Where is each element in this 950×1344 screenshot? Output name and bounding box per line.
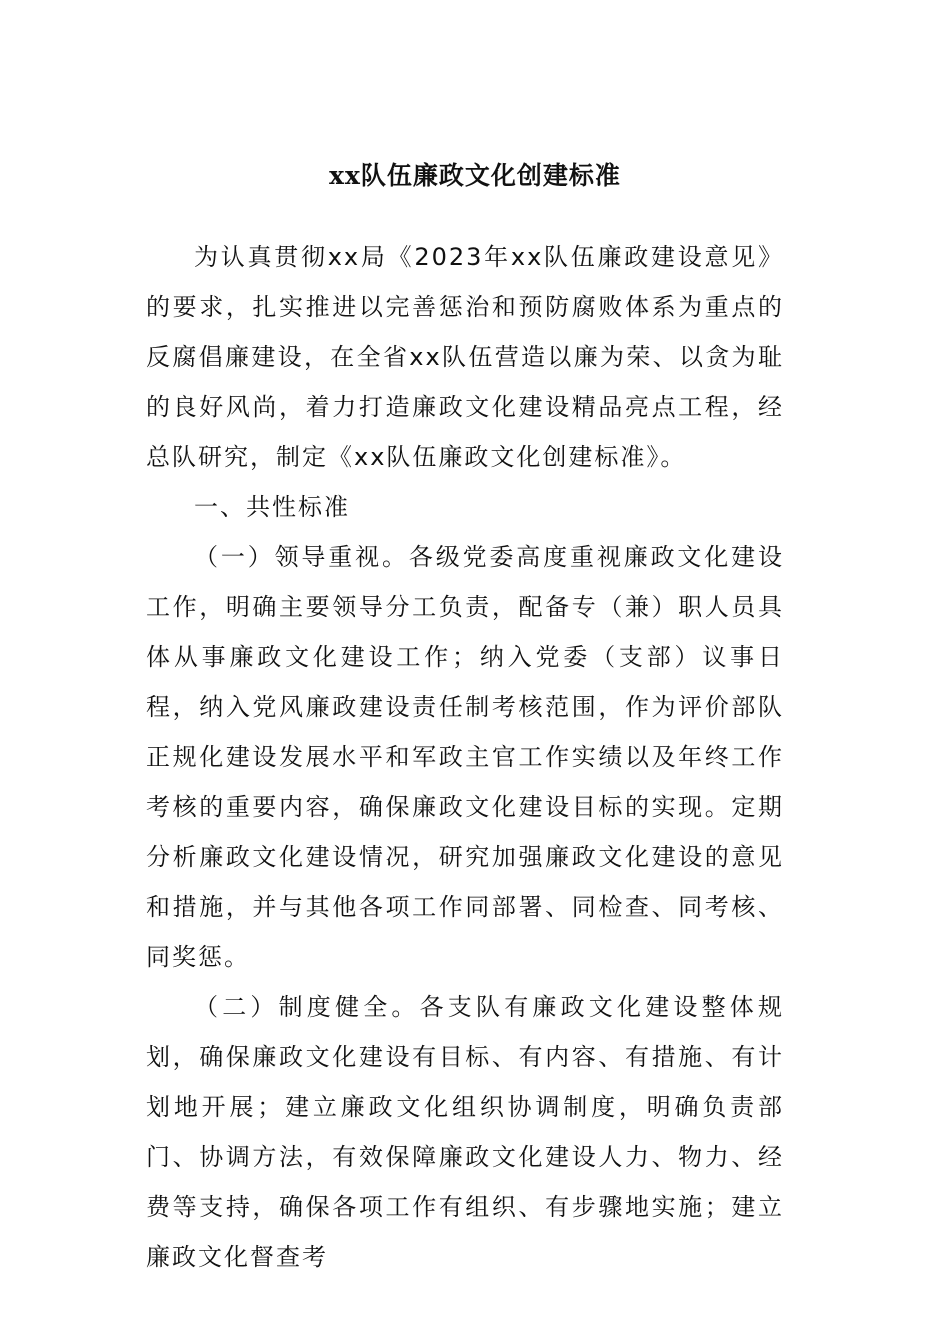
document-body [146, 232, 784, 1282]
section-heading-common-standards: 一、共性标准 [194, 493, 350, 521]
paragraph-system: （二）制度健全。各支队有廉政文化建设整体规划，确保廉政文化建设有目标、有内容、有措施、有计划地开展；建立廉政文化组织协调制度，明确负责部门、协调方法，有效保障廉政文化建设人力、物力、经费等支持，确保各项工作有组织、有步骤地实施；建立廉政文化督查考 [146, 993, 784, 1271]
intro-paragraph: 为认真贯彻xx局《2023年xx队伍廉政建设意见》的要求，扎实推进以完善惩治和预防腐败体系为重点的反腐倡廉建设，在全省xx队伍营造以廉为荣、以贪为耻的良好风尚，着力打造廉政文化建设精品亮点工程，经总队研究，制定《xx队伍廉政文化创建标准》。 [146, 243, 784, 471]
document-title: xx队伍廉政文化创建标准 [329, 161, 621, 190]
paragraph-leadership: （一）领导重视。各级党委高度重视廉政文化建设工作，明确主要领导分工负责，配备专（兼）职人员具体从事廉政文化建设工作；纳入党委（支部）议事日程，纳入党风廉政建设责任制考核范围，作为评价部队正规化建设发展水平和军政主官工作实绩以及年终工作考核的重要内容，确保廉政文化建设目标的实现。定期分析廉政文化建设情况，研究加强廉政文化建设的意见和措施，并与其他各项工作同部署、同检查、同考核、同奖惩。 [146, 543, 784, 971]
